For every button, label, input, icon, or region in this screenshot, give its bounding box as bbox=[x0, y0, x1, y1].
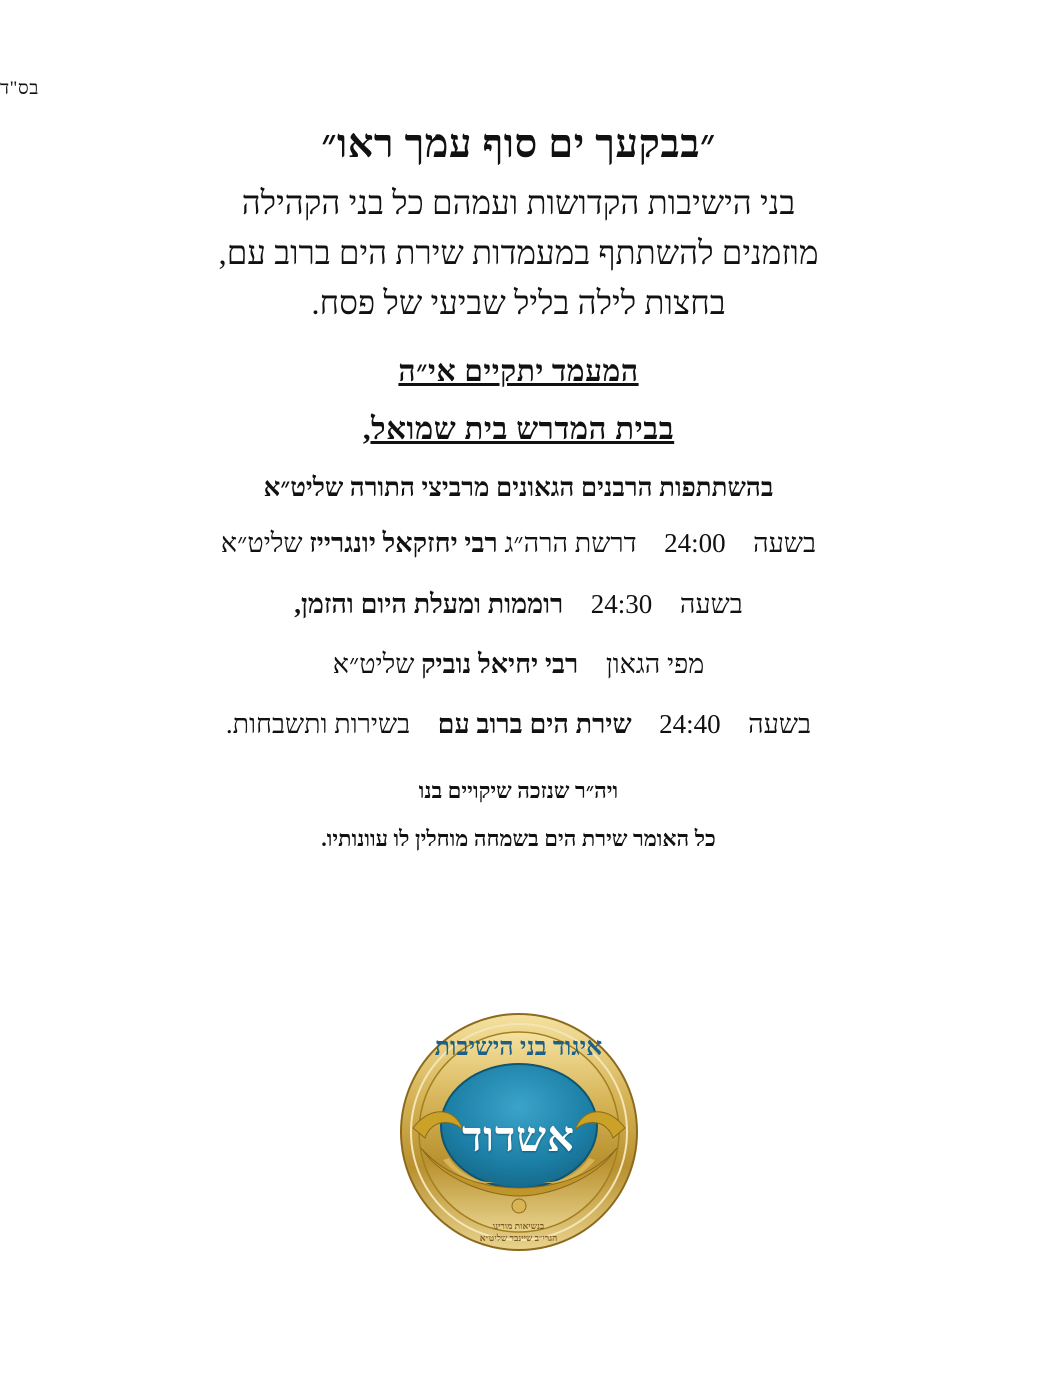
logo-arc-text: איגוד בני הישיבות bbox=[434, 1034, 603, 1061]
schedule-item-4-prefix: בשעה bbox=[748, 708, 812, 739]
schedule-item-1 bbox=[100, 524, 937, 563]
logo-footer-line-1: בנשיאות מורינו bbox=[492, 1220, 545, 1231]
subheading-event-will-take-place: המעמד יתקיים אי״ה bbox=[398, 355, 639, 389]
blessing-line-2: כל האומר שירת הים בשמחה מוחלין לו עוונותיו. bbox=[321, 826, 716, 852]
schedule-item-4-topic: שירת הים ברוב עם bbox=[437, 708, 632, 739]
logo-city-text: אשדוד bbox=[462, 1115, 575, 1161]
intro-line-1: בני הישיבות הקדושות ועמהם כל בני הקהילה bbox=[241, 186, 796, 222]
logo-graphic bbox=[385, 1010, 653, 1260]
participants-line: בהשתתפות הרבנים הגאונים מרביצי התורה שליט״א bbox=[263, 473, 774, 503]
schedule-item-1-text-before: דרשת הרה״ג bbox=[504, 528, 637, 559]
schedule-item-4 bbox=[218, 705, 819, 744]
bsd-header: בס"ד bbox=[0, 78, 39, 99]
schedule-item-2-time: 24:30 bbox=[590, 588, 653, 619]
schedule-item-3 bbox=[100, 645, 937, 684]
blessing-line-1: ויה״ר שנזכה שיקויים בנו bbox=[418, 778, 619, 804]
schedule-item-1-speaker: רבי יחזקאל יונגרייז bbox=[309, 528, 498, 559]
schedule-item-2-prefix: בשעה bbox=[679, 588, 743, 619]
schedule-item-3-speaker: רבי יחיאל נוביק bbox=[421, 648, 579, 679]
schedule-item-4-text-after: בשירות ותשבחות. bbox=[225, 708, 411, 739]
schedule-item-3-text-after: שליט״א bbox=[332, 648, 415, 679]
schedule-item-1-prefix: בשעה bbox=[753, 528, 817, 559]
schedule-item-3-prefix: מפי הגאון bbox=[605, 648, 705, 679]
schedule-item-1-time: 24:00 bbox=[664, 528, 726, 559]
page-title: ״בבקעך ים סוף עמך ראו״ bbox=[321, 121, 716, 166]
logo-footer-text bbox=[385, 1220, 653, 1244]
flyer-content bbox=[0, 112, 1037, 852]
schedule-item-2 bbox=[100, 585, 937, 624]
schedule-item-2-topic: רוממות ומעלת היום והזמן, bbox=[294, 588, 564, 619]
schedule-item-1-text-after: שליט״א bbox=[220, 528, 303, 559]
intro-line-3: בחצות לילה בליל שביעי של פסח. bbox=[311, 286, 726, 323]
intro-paragraph bbox=[128, 179, 909, 329]
logo-footer-line-2: הגרי״ב שיינבר שליט״א bbox=[479, 1232, 558, 1243]
organization-logo bbox=[0, 1010, 1037, 1260]
subheading-location: בבית המדרש בית שמואל, bbox=[362, 411, 675, 447]
schedule-item-4-time: 24:40 bbox=[659, 708, 721, 739]
intro-line-2: מוזמנים להשתתף במעמדות שירת הים ברוב עם, bbox=[218, 236, 819, 273]
schedule-list bbox=[100, 524, 937, 744]
